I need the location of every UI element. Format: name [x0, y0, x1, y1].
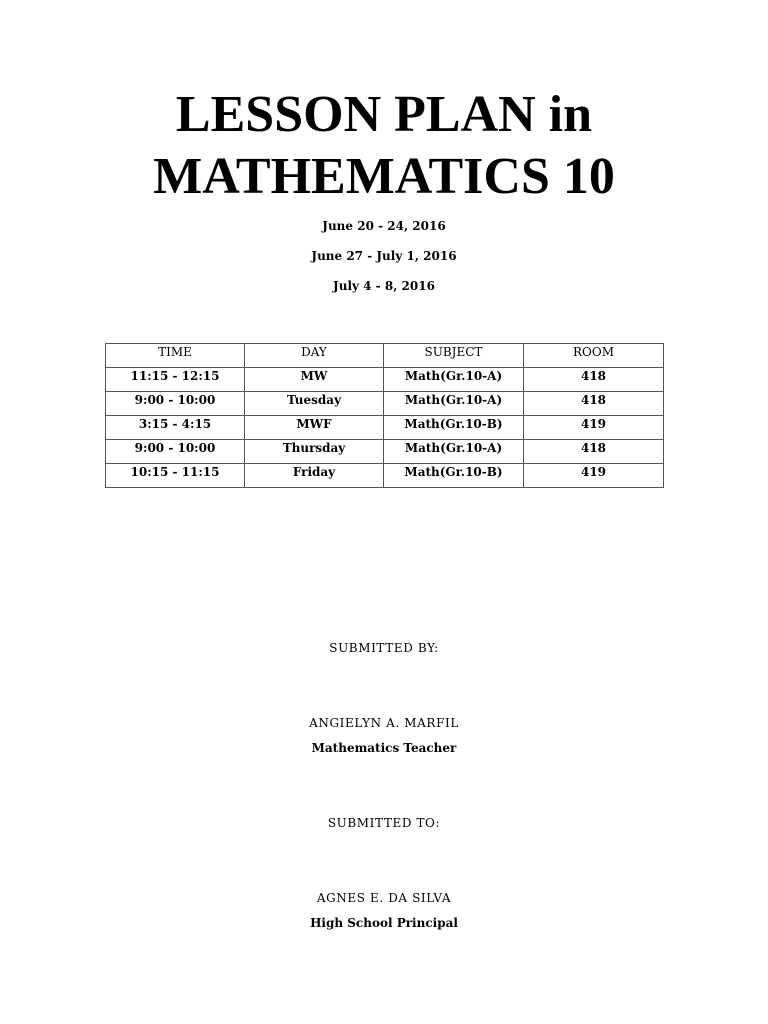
cell-time: 3:15 - 4:15	[106, 416, 245, 440]
submitted-to-label: SUBMITTED TO:	[327, 816, 441, 830]
table-row	[106, 368, 664, 392]
submitted-by-label: SUBMITTED BY:	[329, 641, 439, 655]
cell-room: 418	[524, 392, 664, 416]
cell-day: Tuesday	[245, 392, 384, 416]
cell-room: 419	[524, 464, 664, 488]
submitted-by-role: Mathematics Teacher	[311, 741, 457, 755]
cell-day: Friday	[245, 464, 384, 488]
title-line-2: MATHEMATICS 10	[153, 148, 615, 205]
date-range-3: July 4 - 8, 2016	[333, 279, 435, 293]
cell-subject: Math(Gr.10-A)	[384, 392, 524, 416]
cell-room: 418	[524, 368, 664, 392]
column-header-subject: SUBJECT	[384, 344, 524, 368]
document-title	[0, 84, 768, 208]
table-row	[106, 440, 664, 464]
column-header-day: DAY	[245, 344, 384, 368]
date-range-2: June 27 - July 1, 2016	[311, 249, 457, 263]
submitted-by-name: ANGIELYN A. MARFIL	[309, 716, 459, 730]
cell-day: MWF	[245, 416, 384, 440]
table-row	[106, 416, 664, 440]
cell-day: Thursday	[245, 440, 384, 464]
cell-time: 10:15 - 11:15	[106, 464, 245, 488]
cell-subject: Math(Gr.10-B)	[384, 416, 524, 440]
cell-subject: Math(Gr.10-B)	[384, 464, 524, 488]
table-header-row	[106, 344, 664, 368]
cell-time: 11:15 - 12:15	[106, 368, 245, 392]
column-header-time: TIME	[106, 344, 245, 368]
submitted-to-name: AGNES E. DA SILVA	[316, 891, 452, 905]
title-line-1: LESSON PLAN in	[175, 86, 593, 143]
cell-room: 419	[524, 416, 664, 440]
cell-time: 9:00 - 10:00	[106, 440, 245, 464]
table-row	[106, 392, 664, 416]
date-range-1: June 20 - 24, 2016	[322, 219, 446, 233]
schedule-table	[105, 343, 664, 488]
column-header-room: ROOM	[524, 344, 664, 368]
cell-subject: Math(Gr.10-A)	[384, 440, 524, 464]
cell-subject: Math(Gr.10-A)	[384, 368, 524, 392]
submitted-to-role: High School Principal	[310, 916, 458, 930]
cell-time: 9:00 - 10:00	[106, 392, 245, 416]
table-row	[106, 464, 664, 488]
date-ranges	[0, 217, 768, 307]
cell-day: MW	[245, 368, 384, 392]
cell-room: 418	[524, 440, 664, 464]
